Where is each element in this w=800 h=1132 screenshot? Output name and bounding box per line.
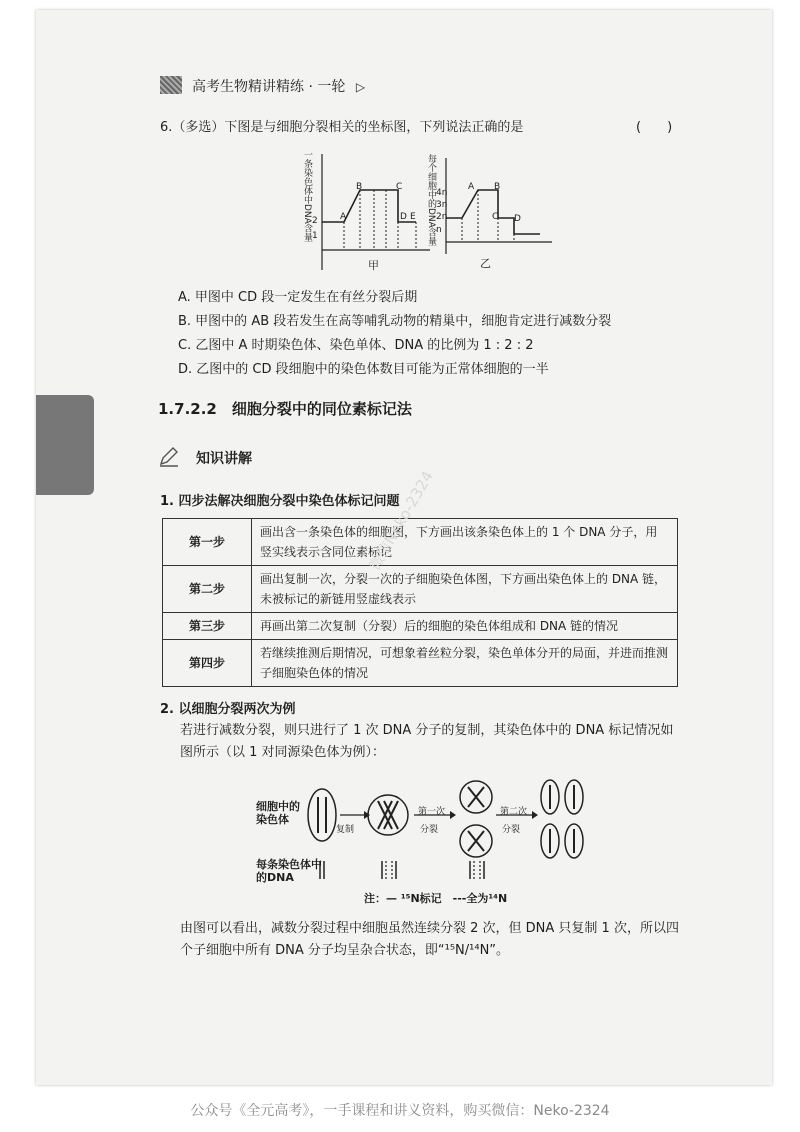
knowledge-title: 知识讲解 xyxy=(196,451,252,467)
step-label: 第四步 xyxy=(163,640,252,687)
right-point-a: A xyxy=(468,182,475,192)
left-point-e: E xyxy=(410,212,416,222)
answer-blank: ( ) xyxy=(636,120,673,135)
step-text: 再画出第二次复制（分裂）后的细胞的染色体组成和 DNA 链的情况 xyxy=(252,613,678,640)
table-row xyxy=(163,640,678,687)
right-ylabel: 每个细胞中的DNA含量 xyxy=(426,154,436,246)
option-c: C. 乙图中 A 时期染色体、染色单体、DNA 的比例为 1 : 2 : 2 xyxy=(178,338,534,353)
point1-title: 1. 四步法解决细胞分裂中染色体标记问题 xyxy=(160,494,400,509)
right-tick-3n: 3n xyxy=(436,200,448,210)
watermark: 微信Neko-2324 xyxy=(365,467,437,574)
step-text: 画出含一条染色体的细胞图，下方画出该条染色体上的 1 个 DNA 分子，用竖实线表示含同位素标记 xyxy=(252,519,678,566)
cell-original xyxy=(308,789,336,841)
left-point-a: A xyxy=(340,212,347,222)
play-mark-icon: ▷ xyxy=(355,80,366,94)
right-caption: 乙 xyxy=(480,257,491,270)
right-tick-2n: 2n xyxy=(436,212,448,222)
right-point-c: C xyxy=(492,212,499,222)
left-tick-2: 2 xyxy=(312,216,318,226)
cell-replicated xyxy=(368,795,408,835)
option-b: B. 甲图中的 AB 段若发生在高等哺乳动物的精巢中，细胞肯定进行减数分裂 xyxy=(178,314,612,329)
left-point-b: B xyxy=(356,182,363,192)
header-title xyxy=(192,76,365,96)
steps-table xyxy=(162,518,678,687)
left-caption: 甲 xyxy=(368,259,379,272)
arrow3-bottom-label: 分裂 xyxy=(502,825,521,835)
arrow2-bottom-label: 分裂 xyxy=(420,825,439,835)
right-tick-n: n xyxy=(436,225,442,235)
left-point-c: C xyxy=(396,182,403,192)
step-label: 第一步 xyxy=(163,519,252,566)
graph-yi xyxy=(440,154,560,264)
arrow3-top-label: 第二次 xyxy=(500,807,528,817)
side-tab xyxy=(36,395,94,495)
step-label: 第三步 xyxy=(163,613,252,640)
step-text: 画出复制一次，分裂一次的子细胞染色体图，下方画出染色体上的 DNA 链，未被标记的新链用竖虚线表示 xyxy=(252,566,678,613)
table-row xyxy=(163,566,678,613)
right-point-b: B xyxy=(494,182,501,192)
point2-intro: 若进行减数分裂，则只进行了 1 次 DNA 分子的复制，其染色体中的 DNA 标记情况如图所示（以 1 对同源染色体为例）： xyxy=(180,723,674,760)
header-title-text: 高考生物精讲精练 · 一轮 xyxy=(192,79,346,95)
step-text: 若继续推测后期情况，可想象着丝粒分裂，染色单体分开的局面，并进而推测子细胞染色体的情况 xyxy=(252,640,678,687)
diagram-label-cell: 细胞中的染色体 xyxy=(256,800,300,826)
left-ylabel: 一条染色体中DNA含量 xyxy=(302,150,312,242)
right-point-d: D xyxy=(514,214,521,224)
question-stem: 6.（多选）下图是与细胞分裂相关的坐标图，下列说法正确的是 xyxy=(160,120,524,135)
diagram-legend: 注：— ¹⁵N标记 ---全为¹⁴N xyxy=(364,892,508,905)
pencil-icon xyxy=(158,446,180,468)
step-label: 第二步 xyxy=(163,566,252,613)
left-tick-1: 1 xyxy=(312,231,318,241)
left-point-d: D xyxy=(400,212,407,222)
point2-title: 2. 以细胞分裂两次为例 xyxy=(160,702,296,717)
table-row xyxy=(163,613,678,640)
arrow1-label: 复制 xyxy=(336,825,355,835)
right-tick-4n: 4n xyxy=(436,188,448,198)
conclusion-text: 由图可以看出，减数分裂过程中细胞虽然连续分裂 2 次，但 DNA 只复制 1 次，所以四个子细胞中所有 DNA 分子均呈杂合状态，即“¹⁵N/¹⁴N”。 xyxy=(180,921,679,958)
book-icon xyxy=(160,76,182,94)
option-d: D. 乙图中的 CD 段细胞中的染色体数目可能为正常体细胞的一半 xyxy=(178,362,549,377)
section-title: 1.7.2.2 细胞分裂中的同位素标记法 xyxy=(158,400,412,418)
option-a: A. 甲图中 CD 段一定发生在有丝分裂后期 xyxy=(178,290,418,305)
table-row xyxy=(163,519,678,566)
arrow2-top-label: 第一次 xyxy=(418,807,446,817)
diagram-label-dna: 每条染色体中的DNA xyxy=(256,858,322,884)
footer-text: 公众号《全元高考》，一手课程和讲义资料，购买微信：Neko-2324 xyxy=(190,1103,610,1119)
